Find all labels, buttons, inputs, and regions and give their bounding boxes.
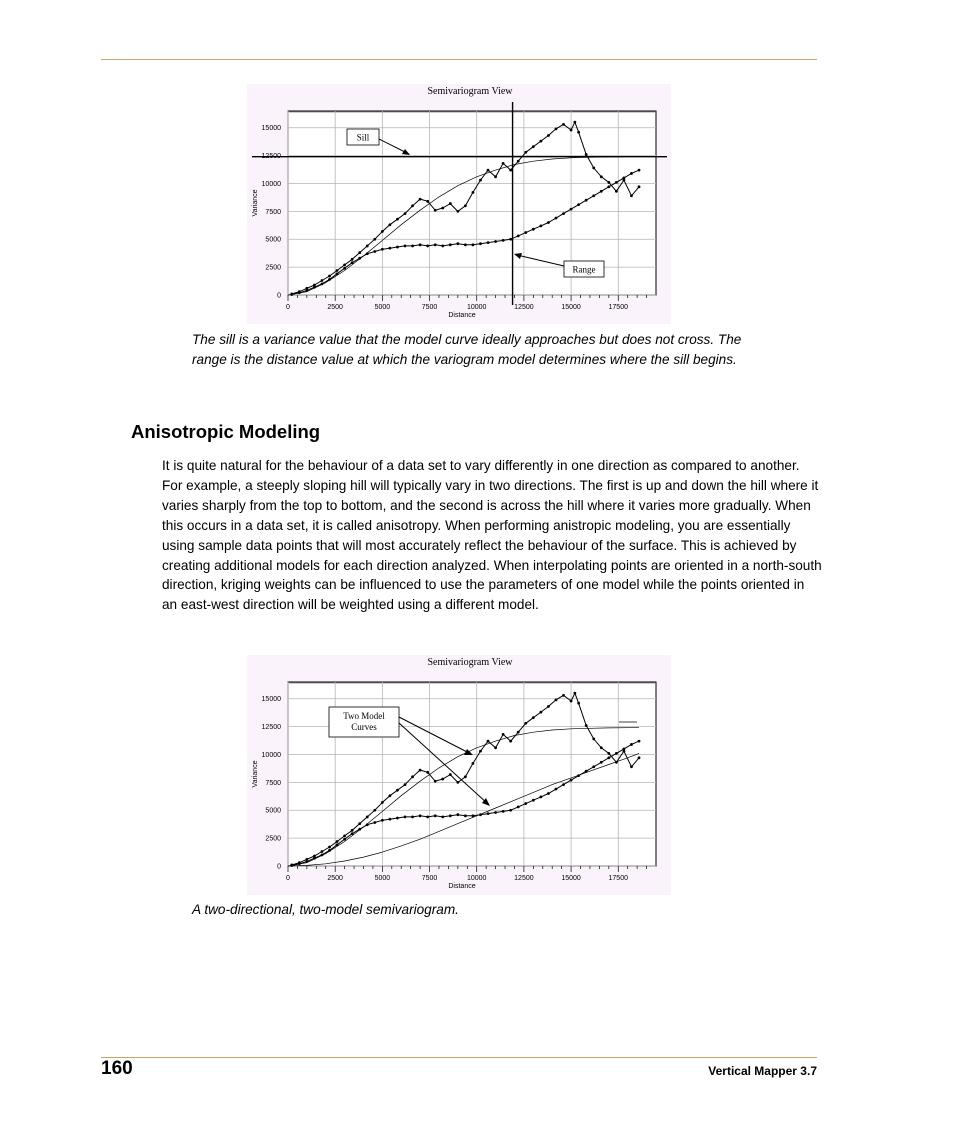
data-point (592, 765, 595, 768)
data-point (592, 166, 595, 169)
y-tick-label: 12500 (261, 724, 281, 732)
data-point (539, 140, 542, 143)
y-tick-label: 10000 (261, 180, 281, 188)
data-point (607, 181, 610, 184)
data-point (396, 246, 399, 249)
x-tick-label: 5000 (374, 304, 391, 311)
data-point (532, 145, 535, 148)
data-point (404, 245, 407, 248)
data-point (434, 780, 437, 783)
chart-title: Semivariogram View (427, 657, 513, 668)
two-model-label-line: Two Model (343, 711, 385, 721)
data-point (547, 792, 550, 795)
data-point (426, 771, 429, 774)
data-point (600, 175, 603, 178)
data-point (343, 263, 346, 266)
data-point (562, 212, 565, 215)
data-point (494, 746, 497, 749)
data-point (419, 769, 422, 772)
data-point (426, 200, 429, 203)
data-point (585, 153, 588, 156)
data-point (449, 773, 452, 776)
data-point (638, 169, 641, 172)
data-point (555, 788, 558, 791)
data-point (449, 243, 452, 246)
y-axis-label: Variance (252, 189, 259, 217)
data-point (570, 129, 573, 132)
data-point (441, 778, 444, 781)
data-point (547, 134, 550, 137)
data-point (638, 185, 641, 188)
data-point (607, 752, 610, 755)
data-point (517, 234, 520, 237)
data-point (487, 812, 490, 815)
data-point (396, 817, 399, 820)
data-point (600, 746, 603, 749)
x-tick-label: 17500 (608, 875, 628, 882)
x-tick-label: 7500 (421, 875, 438, 882)
data-point (630, 172, 633, 175)
data-point (336, 269, 339, 272)
data-point (539, 795, 542, 798)
page-number: 160 (101, 1058, 133, 1079)
x-tick-label: 10000 (466, 304, 487, 311)
header-rule (101, 59, 817, 60)
caption-sill-range: The sill is a variance value that the model curve ideally approaches but does not cross. The range is the distance value at which the variogram model determines where the sill begins. (192, 332, 742, 367)
data-point (487, 740, 490, 743)
data-point (524, 722, 527, 725)
data-point (464, 814, 467, 817)
x-tick-label: 2500 (327, 875, 343, 882)
data-point (404, 783, 407, 786)
data-point (389, 223, 392, 226)
range-label: Range (572, 264, 596, 275)
data-point (623, 177, 626, 180)
sill-label: Sill (356, 132, 370, 143)
data-point (638, 756, 641, 759)
data-point (343, 838, 346, 841)
data-point (600, 761, 603, 764)
data-point (615, 190, 618, 193)
footer-rule (101, 1057, 817, 1058)
data-point (358, 251, 361, 254)
data-point (343, 267, 346, 270)
data-point (570, 700, 573, 703)
data-point (630, 194, 633, 197)
x-tick-label: 0 (286, 304, 290, 311)
data-point (343, 834, 346, 837)
data-point (434, 814, 437, 817)
data-point (396, 218, 399, 221)
data-point (562, 123, 565, 126)
data-point (607, 185, 610, 188)
data-point (411, 245, 414, 248)
data-point (456, 813, 459, 816)
data-point (615, 181, 618, 184)
x-tick-label: 2500 (327, 304, 343, 311)
data-point (472, 191, 475, 194)
data-point (592, 737, 595, 740)
data-point (366, 245, 369, 248)
y-tick-label: 15000 (261, 696, 281, 704)
y-tick-label: 0 (277, 863, 281, 871)
data-point (328, 275, 331, 278)
data-point (509, 809, 512, 812)
caption-two-model: A two-directional, two-model semivariogram. (192, 902, 459, 917)
data-point (577, 203, 580, 206)
data-point (381, 819, 384, 822)
data-point (381, 248, 384, 251)
data-point (547, 221, 550, 224)
data-point (411, 816, 414, 819)
x-tick-label: 17500 (608, 304, 628, 311)
data-point (532, 799, 535, 802)
data-point (366, 816, 369, 819)
data-point (623, 748, 626, 751)
data-point (577, 702, 580, 705)
x-tick-label: 0 (286, 875, 290, 882)
data-point (389, 818, 392, 821)
data-point (456, 781, 459, 784)
x-tick-label: 10000 (466, 875, 487, 882)
data-point (464, 775, 467, 778)
data-point (509, 169, 512, 172)
data-point (351, 829, 354, 832)
y-tick-label: 5000 (265, 236, 281, 244)
x-axis-label: Distance (448, 312, 476, 319)
semivariogram-figure-1 (247, 84, 671, 324)
data-point (358, 822, 361, 825)
data-point (615, 752, 618, 755)
data-point (479, 179, 482, 182)
y-tick-label: 15000 (261, 125, 281, 133)
data-point (328, 846, 331, 849)
data-point (373, 821, 376, 824)
x-tick-label: 15000 (561, 875, 581, 882)
data-point (539, 224, 542, 227)
y-axis-label: Variance (252, 760, 259, 788)
data-point (381, 230, 384, 233)
data-point (517, 731, 520, 734)
data-point (502, 239, 505, 242)
data-point (441, 816, 444, 819)
data-point (389, 794, 392, 797)
x-tick-label: 7500 (421, 304, 438, 311)
data-point (449, 202, 452, 205)
data-point (419, 198, 422, 201)
data-point (562, 783, 565, 786)
x-tick-label: 5000 (374, 875, 391, 882)
data-point (517, 160, 520, 163)
chart-title: Semivariogram View (427, 86, 513, 97)
data-point (464, 243, 467, 246)
data-point (434, 243, 437, 246)
y-tick-label: 7500 (265, 779, 281, 787)
data-point (607, 756, 610, 759)
data-point (479, 750, 482, 753)
data-point (592, 194, 595, 197)
data-point (585, 724, 588, 727)
data-point (472, 243, 475, 246)
data-point (494, 240, 497, 243)
data-point (373, 809, 376, 812)
data-point (434, 209, 437, 212)
data-point (539, 711, 542, 714)
data-point (524, 802, 527, 805)
data-point (509, 740, 512, 743)
data-point (502, 162, 505, 165)
data-point (630, 765, 633, 768)
data-point (321, 279, 324, 282)
data-point (373, 238, 376, 241)
data-point (547, 705, 550, 708)
data-point (419, 243, 422, 246)
footer-title: Vertical Mapper 3.7 (708, 1064, 817, 1078)
data-point (487, 169, 490, 172)
data-point (479, 242, 482, 245)
data-point (555, 217, 558, 220)
data-point (517, 805, 520, 808)
data-point (585, 199, 588, 202)
data-point (487, 241, 490, 244)
body-paragraph: It is quite natural for the behaviour of a data set to vary differently in one direction as compared to another. For example, a steeply sloping hill will typically vary in two directions. The first is up and down the hill where it varies sharply from the top to bottom, and the second is across the hill where it varies more gradually. When this occurs in a data set, it is called anisotropy. When performing anistropic modeling, you are essentially using sample data points that will most accurately reflect the behaviour of the surface. This is achieved by creating additional models for each direction analyzed. When interpolating points are oriented in a north-south direction, kriging weights can be influenced to use the parameters of one model while the points oriented in an east-west direction will be weighted using a different model. (162, 458, 822, 613)
data-point (502, 733, 505, 736)
data-point (630, 743, 633, 746)
two-model-label-line: Curves (351, 722, 377, 732)
x-axis-label: Distance (448, 883, 476, 890)
data-point (396, 789, 399, 792)
y-tick-label: 2500 (265, 835, 281, 843)
data-point (555, 698, 558, 701)
data-point (441, 207, 444, 210)
x-tick-label: 15000 (561, 304, 581, 311)
data-point (419, 814, 422, 817)
data-point (441, 245, 444, 248)
data-point (426, 245, 429, 248)
data-point (638, 740, 641, 743)
data-point (573, 692, 576, 695)
data-point (404, 212, 407, 215)
y-tick-label: 2500 (265, 264, 281, 272)
data-point (321, 850, 324, 853)
data-point (411, 204, 414, 207)
data-point (532, 228, 535, 231)
data-point (494, 811, 497, 814)
data-point (532, 716, 535, 719)
y-tick-label: 10000 (261, 751, 281, 759)
data-point (494, 175, 497, 178)
data-point (381, 801, 384, 804)
data-point (524, 231, 527, 234)
data-point (502, 810, 505, 813)
data-point (570, 208, 573, 211)
data-point (426, 816, 429, 819)
data-point (577, 131, 580, 134)
semivariogram-figure-2 (247, 655, 671, 895)
data-point (389, 247, 392, 250)
data-point (373, 250, 376, 253)
data-point (600, 190, 603, 193)
semivariogram-chart-1 (247, 84, 671, 324)
x-tick-label: 12500 (514, 304, 534, 311)
y-tick-label: 5000 (265, 807, 281, 815)
data-point (573, 121, 576, 124)
y-tick-label: 12500 (261, 153, 281, 161)
data-point (351, 258, 354, 261)
x-tick-label: 12500 (514, 875, 534, 882)
data-point (570, 779, 573, 782)
data-point (456, 242, 459, 245)
data-point (472, 762, 475, 765)
section-heading: Anisotropic Modeling (131, 421, 321, 442)
data-point (524, 151, 527, 154)
data-point (464, 204, 467, 207)
data-point (336, 840, 339, 843)
data-point (456, 210, 459, 213)
data-point (509, 238, 512, 241)
data-point (449, 814, 452, 817)
data-point (411, 775, 414, 778)
y-tick-label: 7500 (265, 208, 281, 216)
y-tick-label: 0 (277, 292, 281, 300)
data-point (555, 127, 558, 130)
data-point (562, 694, 565, 697)
semivariogram-chart-2 (247, 655, 671, 895)
data-point (404, 816, 407, 819)
